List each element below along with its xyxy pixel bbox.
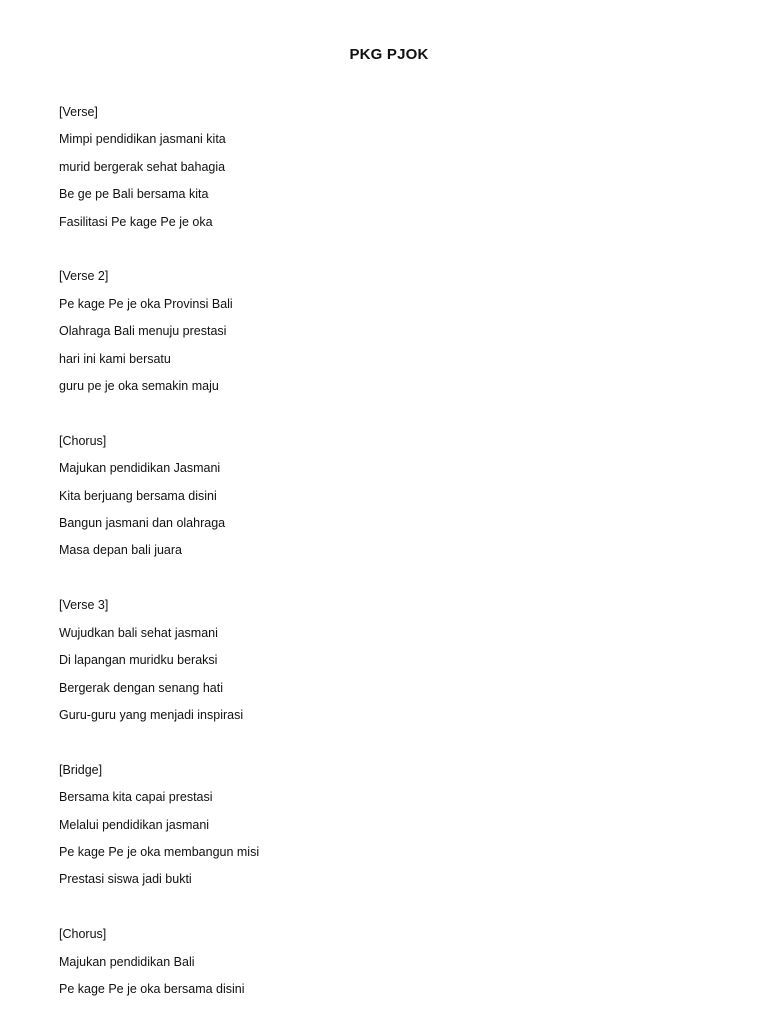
lyric-line: Bergerak dengan senang hati [59, 680, 224, 695]
section-label: [Verse 3] [59, 598, 109, 613]
lyric-line: Majukan pendidikan Bali [59, 954, 195, 969]
lyric-line: Pe kage Pe je oka Provinsi Bali [59, 296, 233, 311]
lyric-line: Kita berjuang bersama disini [59, 488, 217, 503]
lyric-line: Melalui pendidikan jasmani [59, 817, 210, 832]
lyric-line: Pe kage Pe je oka bersama disini [59, 982, 245, 997]
lyric-line: Prestasi siswa jadi bukti [59, 872, 192, 887]
section-label: [Chorus] [59, 433, 107, 448]
section-label: [Chorus] [59, 927, 107, 942]
lyric-line: hari ini kami bersatu [59, 351, 171, 366]
lyrics-body [59, 102, 719, 1034]
lyric-line: Majukan pendidikan Jasmani [59, 461, 221, 476]
lyric-line: Guru-guru yang menjadi inspirasi [59, 707, 244, 722]
section-label: [Verse 2] [59, 269, 109, 284]
lyric-line: Be ge pe Bali bersama kita [59, 187, 209, 202]
document-title: PKG PJOK [349, 46, 429, 63]
lyric-line: Fasilitasi Pe kage Pe je oka [59, 214, 213, 229]
section-chorus-2 [59, 924, 719, 1006]
lyric-line: Mimpi pendidikan jasmani kita [59, 132, 226, 147]
lyric-line: guru pe je oka semakin maju [59, 379, 219, 394]
lyric-line: Wujudkan bali sehat jasmani [59, 625, 218, 640]
lyric-line: Bangun jasmani dan olahraga [59, 516, 226, 531]
lyric-line: Pe kage Pe je oka membangun misi [59, 844, 260, 859]
lyric-line: Olahraga Bali menuju prestasi [59, 324, 227, 339]
section-verse-3 [59, 595, 719, 732]
section-verse-2 [59, 266, 719, 403]
section-label: [Verse] [59, 105, 98, 119]
lyric-line: Bersama kita capai prestasi [59, 790, 213, 805]
lyric-line: murid bergerak sehat bahagia [59, 159, 226, 174]
lyric-line: Masa depan bali juara [59, 543, 182, 558]
section-verse-1 [59, 102, 719, 239]
lyric-line: Di lapangan muridku beraksi [59, 653, 218, 668]
section-chorus-1 [59, 431, 719, 568]
section-label: [Bridge] [59, 762, 103, 777]
section-bridge [59, 760, 719, 897]
